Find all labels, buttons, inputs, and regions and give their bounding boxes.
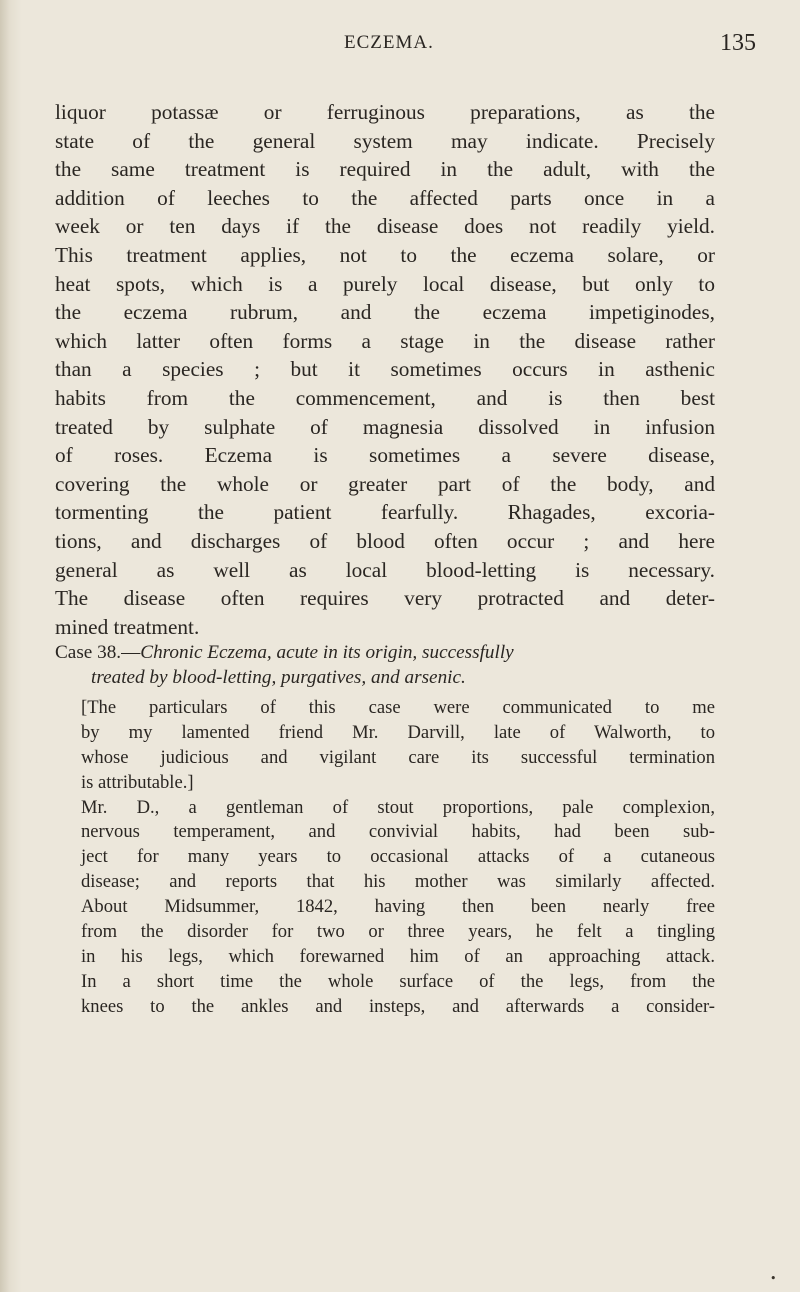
- running-head: ECZEMA.: [344, 32, 434, 53]
- text-line: This treatment applies, not to the eczema solare, or: [55, 242, 715, 267]
- text-line: by my lamented friend Mr. Darvill, late of Walworth, to: [81, 721, 715, 743]
- text-line: knees to the ankles and insteps, and afterwards a consider-: [81, 995, 715, 1017]
- text-line: tions, and discharges of blood often occur ; and here: [55, 528, 715, 553]
- text-line: in his legs, which forewarned him of an approaching attack.: [81, 945, 715, 967]
- text-line: treated by sulphate of magnesia dissolved in infusion: [55, 414, 715, 439]
- text-line: from the disorder for two or three years, he felt a tingling: [81, 921, 715, 943]
- text-line: mined treatment.: [55, 614, 200, 639]
- text-line: state of the general system may indicate. Precisely: [55, 128, 715, 153]
- case-title-part-2: treated by blood-letting, purgatives, and arsenic.: [91, 666, 466, 688]
- text-line: of roses. Eczema is sometimes a severe disease,: [55, 443, 715, 468]
- case-heading-line-1: [55, 641, 715, 666]
- text-line: In a short time the whole surface of the legs, from the: [81, 970, 715, 992]
- text-line: About Midsummer, 1842, having then been nearly free: [81, 896, 715, 918]
- text-line: The disease often requires very protracted and deter-: [55, 586, 715, 611]
- text-line: habits from the commencement, and is then best: [55, 385, 715, 410]
- text-line: addition of leeches to the affected parts once in a: [55, 185, 715, 210]
- text-line: heat spots, which is a purely local disease, but only to: [55, 271, 715, 296]
- text-line: nervous temperament, and convivial habits, had been sub-: [81, 821, 715, 843]
- text-line: the same treatment is required in the adult, with the: [55, 157, 715, 182]
- text-line: which latter often forms a stage in the disease rather: [55, 328, 715, 353]
- footer-mark: •: [770, 1272, 777, 1285]
- case-label: Case 38.—: [55, 642, 141, 663]
- text-line: general as well as local blood-letting is necessary.: [55, 557, 715, 582]
- text-line: covering the whole or greater part of the body, and: [55, 471, 715, 496]
- text-line: disease; and reports that his mother was similarly affected.: [81, 871, 715, 893]
- text-line: whose judicious and vigilant care its successful termination: [81, 746, 715, 768]
- text-line: than a species ; but it sometimes occurs in asthenic: [55, 357, 715, 382]
- case-heading: [55, 641, 715, 691]
- case-title-part-1: Chronic Eczema, acute in its origin, successfully: [140, 642, 514, 663]
- text-line: Mr. D., a gentleman of stout proportions, pale complexion,: [81, 796, 715, 818]
- text-line: liquor potassæ or ferruginous preparations, as the: [55, 100, 715, 124]
- text-line: is attributable.]: [81, 771, 194, 793]
- text-line: ject for many years to occasional attacks of a cutaneous: [81, 846, 715, 868]
- page-number: 135: [720, 30, 756, 56]
- case-paragraph: [55, 696, 715, 1020]
- text-line: the eczema rubrum, and the eczema impetiginodes,: [55, 300, 715, 325]
- text-line: week or ten days if the disease does not readily yield.: [55, 214, 715, 239]
- text-line: [The particulars of this case were communicated to me: [81, 697, 715, 718]
- main-paragraph: [55, 98, 715, 641]
- page-header: [0, 30, 800, 62]
- text-line: tormenting the patient fearfully. Rhagades, excoria-: [55, 500, 715, 525]
